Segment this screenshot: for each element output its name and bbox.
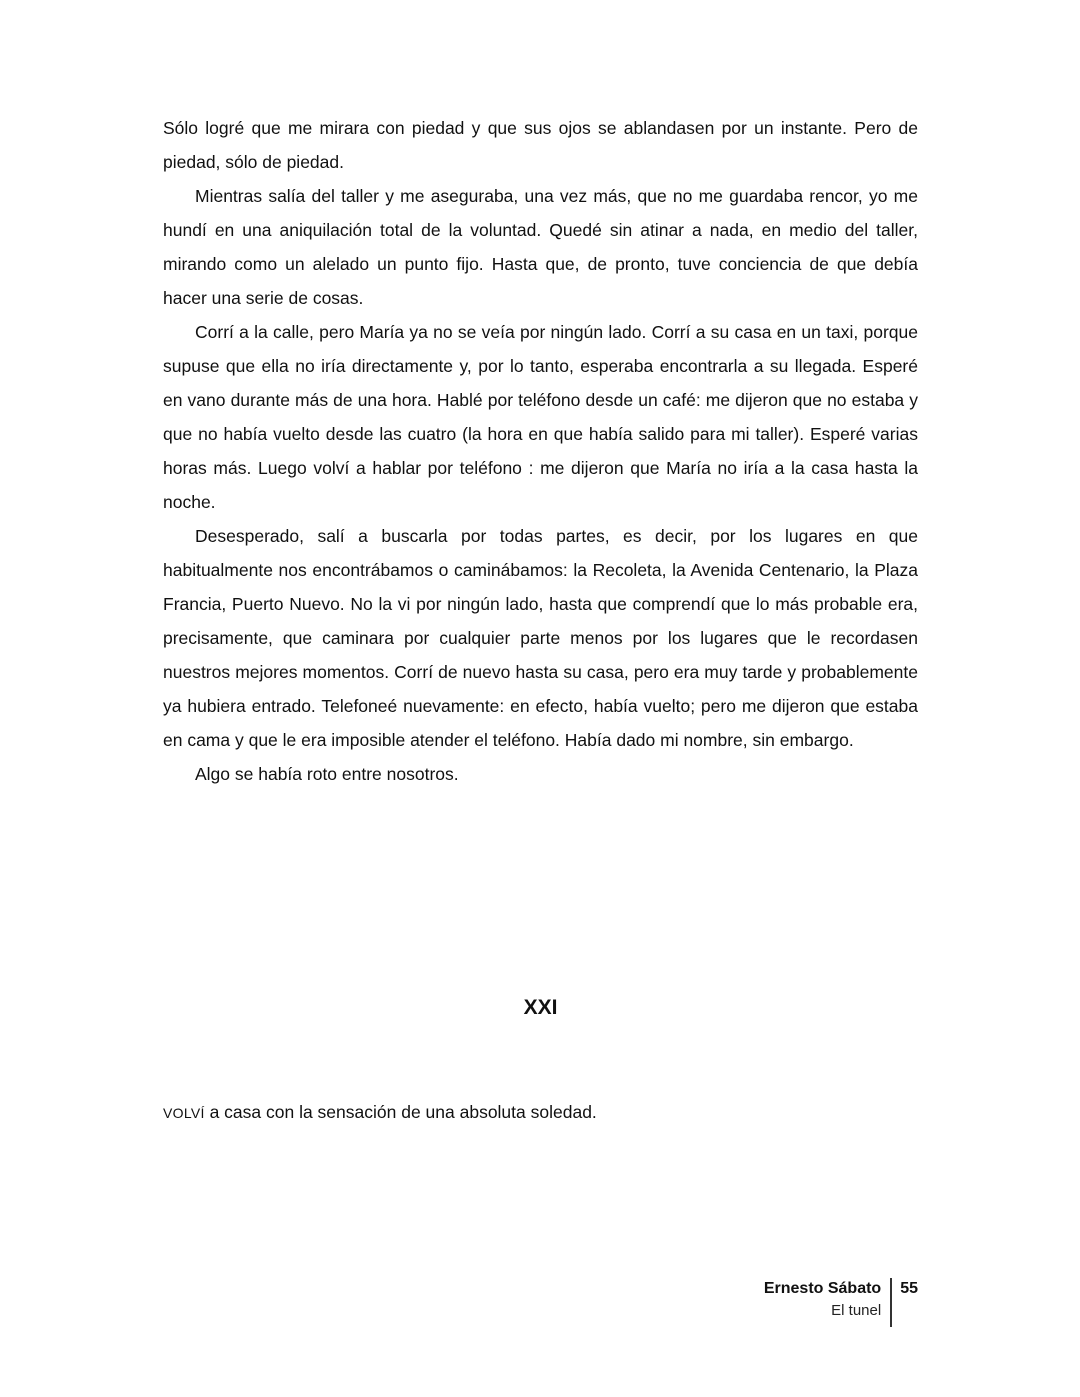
- chapter-heading: XXI: [523, 996, 558, 1019]
- paragraph: Sólo logré que me mirara con piedad y que sus ojos se ablandasen por un instante. Pero de piedad, sólo de piedad.: [163, 118, 918, 172]
- footer-page-number: 55: [900, 1280, 918, 1297]
- paragraph: Mientras salía del taller y me aseguraba, una vez más, que no me guardaba rencor, yo me hundí en una aniquilación total de la voluntad. Quedé sin atinar a nada, en medio del taller, mirando como un alelado un punto fijo. Hasta que, de pronto, tuve conciencia de que debía hacer una serie de cosas.: [163, 186, 918, 308]
- footer-author: Ernesto Sábato: [763, 1280, 882, 1297]
- page-content: [163, 111, 918, 1130]
- chapter-opening-paragraph: [163, 1095, 918, 1130]
- opening-text: a casa con la sensación de una absoluta soledad.: [204, 1102, 597, 1122]
- paragraph: Corrí a la calle, pero María ya no se veía por ningún lado. Corrí a su casa en un taxi, porque supuse que ella no iría directamente y, por lo tanto, esperaba encontrarla a su llegada. Esperé en vano durante más de una hora. Hablé por teléfono desde un café: me dijeron que no estaba y que no había vuelto desde las cuatro (la hora en que había salido para mi taller). Esperé varias horas más. Luego volví a hablar por teléfono : me dijeron que María no iría a la casa hasta la noche.: [163, 322, 918, 512]
- footer-text-block: [764, 1278, 890, 1321]
- lead-word: VOLVÍ: [163, 1105, 205, 1121]
- paragraph: Desesperado, salí a buscarla por todas partes, es decir, por los lugares en que habitualmente nos encontrábamos o caminábamos: la Recoleta, la Avenida Centenario, la Plaza Francia, Puerto Nuevo. No la vi por ningún lado, hasta que comprendí que lo más probable era, precisamente, que caminara por cualquier parte menos por los lugares que le recordasen nuestros mejores momentos. Corrí de nuevo hasta su casa, pero era muy tarde y probablemente ya hubiera entrado. Telefoneé nuevamente: en efecto, había vuelto; pero me dijeron que estaba en cama y que le era imposible atender el teléfono. Había dado mi nombre, sin embargo.: [163, 526, 918, 750]
- paragraph: Algo se había roto entre nosotros.: [195, 764, 459, 784]
- footer-book-title: El tunel: [831, 1302, 882, 1319]
- page-footer: [764, 1278, 918, 1321]
